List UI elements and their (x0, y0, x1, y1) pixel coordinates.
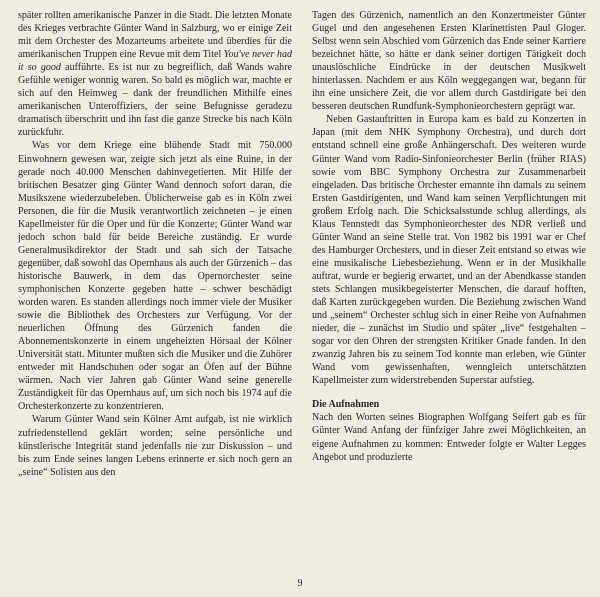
right-column (312, 9, 586, 464)
paragraph: später rollten amerikanische Panzer in die Stadt. Die letzten Monate des Krieges verbrachte Günter Wand in Salzburg, wo er einige Zeit mit dem Orchester des Mozarteums arbeitete und überdies für die amerikanischen Truppen eine Revue mit dem Titel You've never had it so good aufführte. Es ist nur zu begreiflich, daß Wands wahre Gefühle weniger wonnig waren. So bald es möglich war, machte er sich auf den Heimweg – dank der freundlichen Mithilfe eines amerikanischen Unteroffiziers, der seine Befugnisse geradezu dramatisch überschritt und ihn fast die ganze Strecke bis nach Köln zurückfuhr. (18, 10, 293, 139)
paragraph: Warum Günter Wand sein Kölner Amt aufgab, ist nie wirklich zufriedenstellend geklärt worden; seine persönliche und künstlerische Integrität stand jedenfalls nie zur Diskussion – und bis zum Ende seines langen Lebens erinnerte er sich noch gern an „seine“ Solisten aus den (18, 414, 292, 478)
left-column (18, 9, 292, 479)
revue-title: You've never had it so good (18, 49, 292, 74)
section-heading: Die Aufnahmen (312, 399, 380, 411)
page-number: 9 (297, 578, 303, 589)
paragraph: Nach den Worten seines Biographen Wolfgang Seifert gab es für Günter Wand Anfang der fünfziger Jahre zwei Möglichkeiten, an eigene Aufnahmen zu kommen: Entweder folgte er Walter Legges Angebot und produzierte (312, 412, 586, 463)
paragraph: Was vor dem Kriege eine blühende Stadt mit 750.000 Einwohnern gewesen war, zeigte sich jetzt als eine Ruine, in der gerade noch 40.000 Menschen dahinvegetierten. Mit Hilfe der britischen Besatzer ging Günter Wand dennoch sofort daran, die Musikszene wiederzubeleben. Üblicherweise gab es in Köln zwei Personen, die für die Musik verantwortlich zeichneten – je einen Kapellmeister für die Oper und für die Konzerte; Günter Wand war jedoch schon bald für beide Bereiche zuständig. Er wurde Generalmusikdirektor der Stadt und sah sich der Tatsache gegenüber, daß sowohl das Opernhaus als auch der Gürzenich – das historische Bauwerk, in dem das Opernorchester seine symphonischen Konzerte gegeben hatte – schwer beschädigt worden waren. Es standen allerdings noch immer viele der Musiker sowie die Bibliothek des Orchesters zur Verfügung. Vor der neuerlichen Öffnung des Gürzenich fanden die Abonnementskonzerte in einem ungeheizten Hörsaal der Kölner Universität statt. Mitunter mußten sich die Musiker und die Zuhörer entweder mit Handschuhen oder sogar an Öfen auf der Bühne wärmen. Nach vier Jahren gab Günter Wand seine generelle Zuständigkeit für das Opernhaus auf, um sich noch bis 1974 auf die Orchesterkonzerte zu konzentrieren. (18, 140, 292, 413)
paragraph: Neben Gastauftritten in Europa kam es bald zu Konzerten in Japan (mit dem NHK Symphony Orchestra), und durch dort entstand schnell eine große Anhängerschaft. Des weiteren wurde Günter Wand vom Radio-Sinfonieorchester Berlin (früher RIAS) sowie vom BBC Symphony Orchestra zur Zusammenarbeit eingeladen. Das britische Orchester ernannte ihn damals zu seinem Ersten Gastdirigenten, und Wand kam seinen Verpflichtungen mit großem Erfolg nach. Die Schicksalsstunde schlug allerdings, als Klaus Tennstedt das Symphonieorchester des NDR verließ und Günter Wand an seine Stelle trat. Von 1982 bis 1991 war er Chef des Hamburger Orchesters, und in dieser Zeit entstand so etwas wie eine musikalische Liebesbeziehung. Wenn er in der Musikhalle auftrat, wurde er begierig erwartet, und an der Abendkasse standen stets Schlangen musikbegeisterter Menschen, die darauf hofften, daß Karten zurückgegeben wurden. Die Beziehung zwischen Wand und „seinem“ Orchester schlug sich in einer Reihe von Aufnahmen nieder, die – zunächst im Studio und später „live“ festgehalten – sogar vor den Ohren der strengsten Kritiker Gnade fanden. In den zwanzig Jahren bis zu seinem Tod konnte man erleben, wie Günter Wand vom gewissenhaften, wenngleich unterschätzten Kapellmeister zum widerstrebenden Superstar aufstieg. (312, 114, 586, 387)
paragraph: Tagen des Gürzenich, namentlich an den Konzertmeister Günter Gugel und den angesehenen Ersten Klarinettisten Paul Gloger. Selbst wenn sein Abschied vom Gürzenich das Ende seiner Karriere bezeichnet hätte, so hätte er dank seiner dortigen Tätigkeit doch unauslöschliche Eindrücke in der deutschen Musikwelt hinterlassen. Nachdem er aus Köln weggegangen war, begann für ihn eine unsichere Zeit, die vor allem durch Gastdirigate bei den besseren deutschen Rundfunk-Symphonieorchestern geprägt war. (312, 10, 586, 113)
